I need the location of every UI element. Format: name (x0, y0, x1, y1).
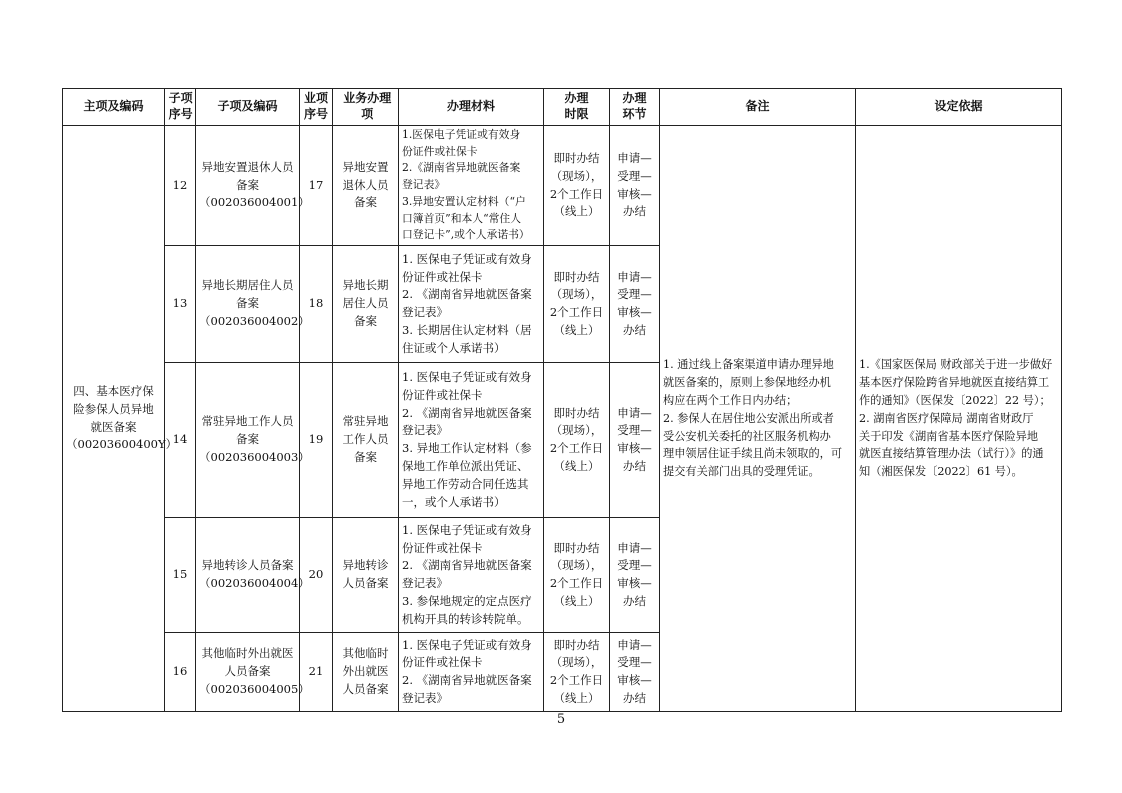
time-line3: 2个工作日 (549, 441, 604, 456)
process-line1: 申请— (617, 540, 652, 555)
time-limit-cell (544, 518, 610, 633)
biz-seq-cell: 21 (300, 633, 333, 712)
time-line4: （线上） (553, 204, 600, 219)
biz-item-line2: 外出就医 (342, 664, 389, 679)
process-line1: 申请— (617, 637, 652, 652)
sub-item-code: （002036004004） (199, 576, 310, 591)
material-line: 3. 参保地规定的定点医疗 (402, 593, 532, 608)
sub-item-name-line1: 异地转诊人员备案 (201, 558, 294, 573)
biz-item-line3: 备案 (354, 450, 377, 465)
header-sub-seq (165, 89, 196, 126)
process-line2: 受理— (617, 558, 652, 573)
time-limit-cell (544, 246, 610, 363)
header-biz-seq (300, 89, 333, 126)
sub-item-name-line2: 备案 (236, 177, 259, 192)
process-line3: 审核— (617, 576, 652, 591)
process-cell (610, 246, 660, 363)
sub-item-name-line1: 常驻异地工作人员 (201, 414, 294, 429)
process-line4: 办结 (623, 593, 646, 608)
remark-line: 1. 通过线上备案渠道申请办理异地 (663, 357, 834, 371)
header-biz-item (333, 89, 399, 126)
basis-line: 1.《国家医保局 财政部关于进一步做好 (859, 357, 1053, 371)
sub-seq-cell: 14 (165, 363, 196, 518)
sub-item-name-line1: 异地安置退休人员 (201, 159, 294, 174)
service-items-table (62, 88, 1062, 712)
main-item-name-line2: 险参保人员异地 (73, 401, 154, 416)
biz-item-line1: 异地安置 (342, 159, 389, 174)
biz-item-line1: 常驻异地 (342, 414, 389, 429)
time-line4: （线上） (553, 593, 600, 608)
remark-line: 提交有关部门出具的受理凭证。 (663, 465, 820, 479)
basis-cell (856, 126, 1062, 712)
time-line3: 2个工作日 (549, 305, 604, 320)
remark-line: 构应在两个工作日内办结； (663, 393, 798, 407)
basis-line: 作的通知》（医保发〔2022〕22 号）； (859, 393, 1051, 407)
time-line1: 即时办结 (553, 269, 600, 284)
header-biz-seq-text: 业项序号 (303, 91, 328, 121)
remark-line: 理申领居住证手续且尚未领取的，可 (663, 447, 843, 461)
header-remarks: 备注 (660, 89, 856, 126)
material-line: 1. 医保电子凭证或有效身 (402, 251, 532, 266)
process-line4: 办结 (623, 322, 646, 337)
time-line4: （线上） (553, 458, 600, 473)
process-line3: 审核— (617, 673, 652, 688)
sub-item-cell (196, 246, 310, 363)
process-line3: 审核— (617, 441, 652, 456)
time-line1: 即时办结 (553, 540, 600, 555)
basis-line: 2. 湖南省医疗保障局 湖南省财政厅 (859, 411, 1034, 425)
basis-line: 关于印发《湖南省基本医疗保险异地 (859, 429, 1039, 443)
biz-item-line1: 异地长期 (342, 278, 389, 293)
process-line2: 受理— (617, 287, 652, 302)
remarks-cell (660, 126, 856, 712)
material-line: 2.《湖南省异地就医备案 (402, 161, 521, 175)
material-line: 登记表》 (402, 690, 448, 705)
process-line4: 办结 (623, 458, 646, 473)
biz-item-line2: 人员备案 (342, 576, 389, 591)
basis-line: 基本医疗保险跨省异地就医直接结算工 (859, 375, 1050, 389)
process-line3: 审核— (617, 305, 652, 320)
process-cell (610, 633, 660, 712)
material-line: 登记表》 (402, 178, 446, 192)
time-line1: 即时办结 (553, 150, 600, 165)
process-line3: 审核— (617, 186, 652, 201)
main-item-code: （00203600400Y） (66, 437, 178, 452)
time-limit-cell (544, 633, 610, 712)
biz-item-line1: 其他临时 (342, 646, 389, 661)
biz-item-line2: 退休人员 (342, 177, 389, 192)
time-line2: （现场）， (550, 423, 603, 438)
header-process (610, 89, 660, 126)
header-time-limit-text: 办理时限 (564, 91, 589, 121)
time-line4: （线上） (553, 690, 600, 705)
material-line: 1.医保电子凭证或有效身 (402, 128, 521, 141)
time-line2: （现场）， (550, 558, 603, 573)
process-line4: 办结 (623, 204, 646, 219)
material-line: 异地工作劳动合同任选其 (402, 476, 529, 491)
biz-item-line3: 备案 (354, 195, 377, 210)
biz-item-cell (333, 363, 399, 518)
material-line: 份证件或社保卡 (402, 655, 483, 670)
material-line: 3. 长期居住认定材料（居 (402, 322, 532, 337)
time-line2: （现场）， (550, 168, 603, 183)
sub-item-code: （002036004002） (199, 314, 310, 329)
time-line3: 2个工作日 (549, 576, 604, 591)
remark-line: 就医备案的，原则上参保地经办机 (663, 375, 831, 389)
material-line: 1. 医保电子凭证或有效身 (402, 522, 532, 537)
biz-item-line3: 人员备案 (342, 682, 389, 697)
remark-line: 2. 参保人在居住地公安派出所或者 (663, 411, 834, 425)
sub-seq-cell: 12 (165, 126, 196, 246)
sub-item-name-line1: 异地长期居住人员 (201, 278, 294, 293)
basis-line: 知（湘医保发〔2022〕61 号）。 (859, 465, 1023, 479)
material-line: 口簿首页”和本人“常住人 (402, 211, 522, 225)
material-line: 份证件或社保卡 (402, 540, 483, 555)
table-row (63, 126, 1062, 246)
biz-item-cell (333, 246, 399, 363)
material-line: 一，或个人承诺书） (402, 494, 506, 509)
time-line3: 2个工作日 (549, 186, 604, 201)
material-line: 2. 《湖南省异地就医备案 (402, 405, 532, 420)
process-cell (610, 126, 660, 246)
biz-item-line2: 居住人员 (342, 296, 389, 311)
sub-item-cell (196, 363, 310, 518)
materials-cell (399, 518, 544, 633)
sub-item-name-line2: 人员备案 (224, 664, 271, 679)
time-line1: 即时办结 (553, 405, 600, 420)
process-line1: 申请— (617, 150, 652, 165)
biz-item-cell (333, 518, 399, 633)
header-time-limit (544, 89, 610, 126)
sub-item-name-line2: 备案 (236, 432, 259, 447)
material-line: 住证或个人承诺书） (402, 340, 506, 355)
sub-item-cell (196, 633, 310, 712)
sub-item-code: （002036004005） (199, 682, 310, 697)
biz-seq-cell: 17 (300, 126, 333, 246)
time-line2: （现场）， (550, 655, 603, 670)
material-line: 1. 医保电子凭证或有效身 (402, 369, 532, 384)
process-line1: 申请— (617, 405, 652, 420)
materials-cell (399, 363, 544, 518)
header-process-text: 办理环节 (622, 91, 647, 121)
material-line: 份证件或社保卡 (402, 387, 483, 402)
header-materials: 办理材料 (399, 89, 544, 126)
material-line: 1. 医保电子凭证或有效身 (402, 637, 532, 652)
time-line1: 即时办结 (553, 637, 600, 652)
main-item-name-line1: 四、基本医疗保 (73, 383, 154, 398)
sub-item-code: （002036004003） (199, 450, 310, 465)
process-line2: 受理— (617, 168, 652, 183)
main-item-name-line3: 就医备案 (90, 419, 137, 434)
material-line: 机构开具的转诊转院单。 (402, 611, 529, 626)
biz-seq-cell: 19 (300, 363, 333, 518)
remark-line: 受公安机关委托的社区服务机构办 (663, 429, 831, 443)
process-line2: 受理— (617, 423, 652, 438)
time-line3: 2个工作日 (549, 673, 604, 688)
materials-cell (399, 246, 544, 363)
materials-cell (399, 633, 544, 712)
sub-item-cell (196, 126, 310, 246)
biz-item-line2: 工作人员 (342, 432, 389, 447)
header-basis: 设定依据 (856, 89, 1062, 126)
time-line2: （现场）， (550, 287, 603, 302)
material-line: 2. 《湖南省异地就医备案 (402, 673, 532, 688)
material-line: 份证件或社保卡 (402, 269, 483, 284)
page-number: 5 (556, 712, 566, 727)
material-line: 2. 《湖南省异地就医备案 (402, 287, 532, 302)
process-line1: 申请— (617, 269, 652, 284)
header-sub-seq-text: 子项序号 (168, 91, 193, 121)
header-sub-item: 子项及编码 (196, 89, 300, 126)
process-line4: 办结 (623, 690, 646, 705)
sub-seq-cell: 13 (165, 246, 196, 363)
header-main-item: 主项及编码 (63, 89, 165, 126)
time-limit-cell (544, 126, 610, 246)
biz-seq-cell: 20 (300, 518, 333, 633)
process-cell (610, 518, 660, 633)
sub-item-name-line2: 备案 (236, 296, 259, 311)
material-line: 3.异地安置认定材料（“户 (402, 194, 526, 208)
sub-item-code: （002036004001） (199, 195, 310, 210)
sub-item-name-line1: 其他临时外出就医 (201, 646, 294, 661)
process-cell (610, 363, 660, 518)
biz-item-line3: 备案 (354, 314, 377, 329)
header-biz-item-text: 业务办理项 (343, 91, 392, 121)
biz-item-line1: 异地转诊 (342, 558, 389, 573)
material-line: 保地工作单位派出凭证、 (402, 458, 529, 473)
material-line: 登记表》 (402, 423, 448, 438)
process-line2: 受理— (617, 655, 652, 670)
time-line4: （线上） (553, 322, 600, 337)
main-item-cell (63, 126, 178, 712)
table-header-row (63, 89, 1062, 126)
sub-item-cell (196, 518, 310, 633)
biz-item-cell (333, 633, 399, 712)
material-line: 3. 异地工作认定材料（参 (402, 441, 532, 456)
sub-seq-cell: 16 (165, 633, 196, 712)
material-line: 2. 《湖南省异地就医备案 (402, 558, 532, 573)
biz-item-cell (333, 126, 399, 246)
sub-seq-cell: 15 (165, 518, 196, 633)
basis-line: 就医直接结算管理办法（试行）》的通 (859, 447, 1044, 461)
material-line: 登记表》 (402, 305, 448, 320)
materials-cell (399, 126, 544, 246)
biz-seq-cell: 18 (300, 246, 333, 363)
material-line: 口登记卡”,或个人承诺书） (402, 228, 530, 242)
time-limit-cell (544, 363, 610, 518)
material-line: 登记表》 (402, 576, 448, 591)
material-line: 份证件或社保卡 (402, 144, 478, 158)
